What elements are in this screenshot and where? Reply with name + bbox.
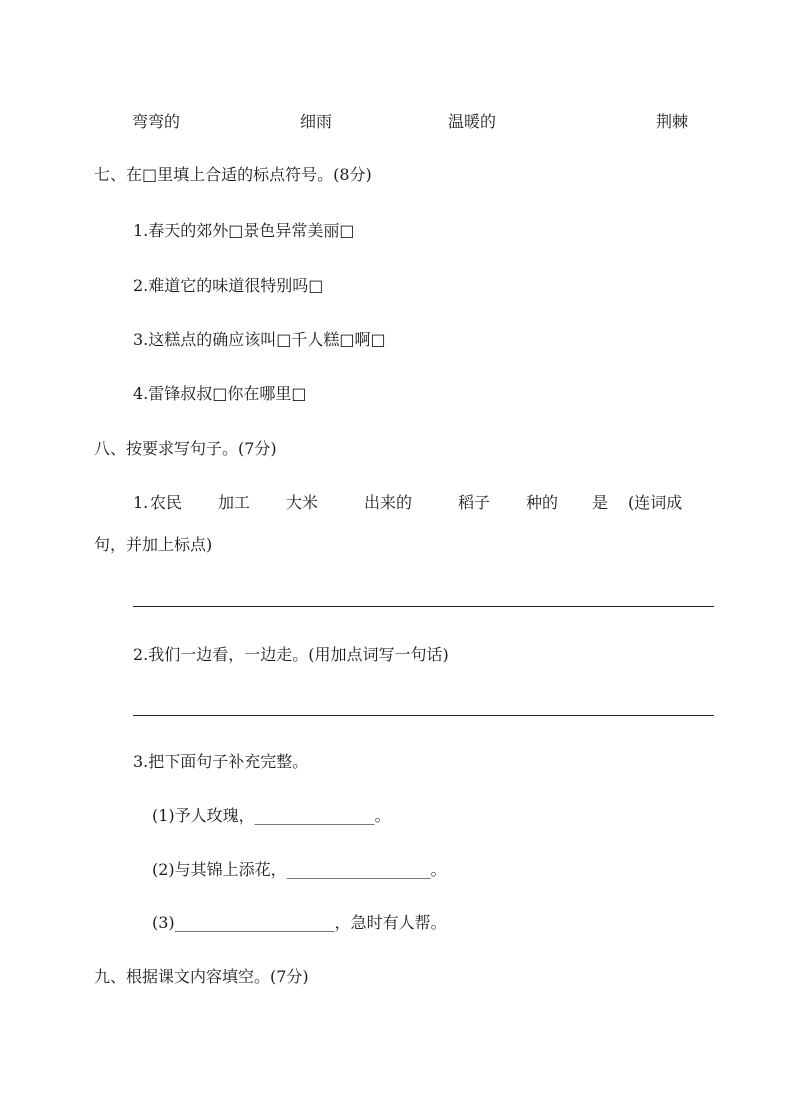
section7-item-3: 3.这糕点的确应该叫□千人糕□啊□: [133, 330, 386, 349]
section7-item-4: 4.雷锋叔叔□你在哪里□: [133, 384, 307, 403]
q1-instruction-a: (连词成: [628, 493, 683, 512]
q1-word-6: 种的: [526, 493, 559, 512]
section7-item-2: 2.难道它的味道很特别吗□: [133, 276, 324, 295]
q3-item-2: (2)与其锦上添花，__________________。: [152, 860, 447, 879]
top-word-3: 温暖的: [448, 112, 497, 131]
q1-word-4: 出来的: [364, 493, 413, 512]
q1-word-3: 大米: [286, 493, 319, 512]
q1-number: 1.: [133, 493, 149, 512]
q2-text: 2.我们一边看，一边走。(用加点词写一句话): [133, 645, 449, 664]
q1-word-7: 是: [592, 493, 609, 512]
q1-word-2: 加工: [218, 493, 251, 512]
section7-heading: 七、在□里填上合适的标点符号。(8分): [94, 165, 372, 184]
q3-item-3: (3)____________________，急时有人帮。: [152, 913, 447, 932]
q3-item-1: (1)予人玫瑰，_______________。: [152, 806, 391, 825]
section7-item-1: 1.春天的郊外□景色异常美丽□: [133, 221, 355, 240]
top-word-2: 细雨: [300, 112, 333, 131]
q3-title: 3.把下面句子补充完整。: [133, 752, 309, 771]
section9-heading: 九、根据课文内容填空。(7分): [94, 967, 309, 986]
q1-instruction-b: 句，并加上标点): [94, 535, 213, 554]
q1-word-5: 稻子: [458, 493, 491, 512]
answer-line-2[interactable]: [133, 715, 714, 716]
top-word-1: 弯弯的: [132, 112, 181, 131]
section8-heading: 八、按要求写句子。(7分): [94, 439, 277, 458]
answer-line-1[interactable]: [133, 606, 714, 607]
top-word-4: 荆棘: [656, 112, 689, 131]
q1-word-1: 农民: [150, 493, 183, 512]
